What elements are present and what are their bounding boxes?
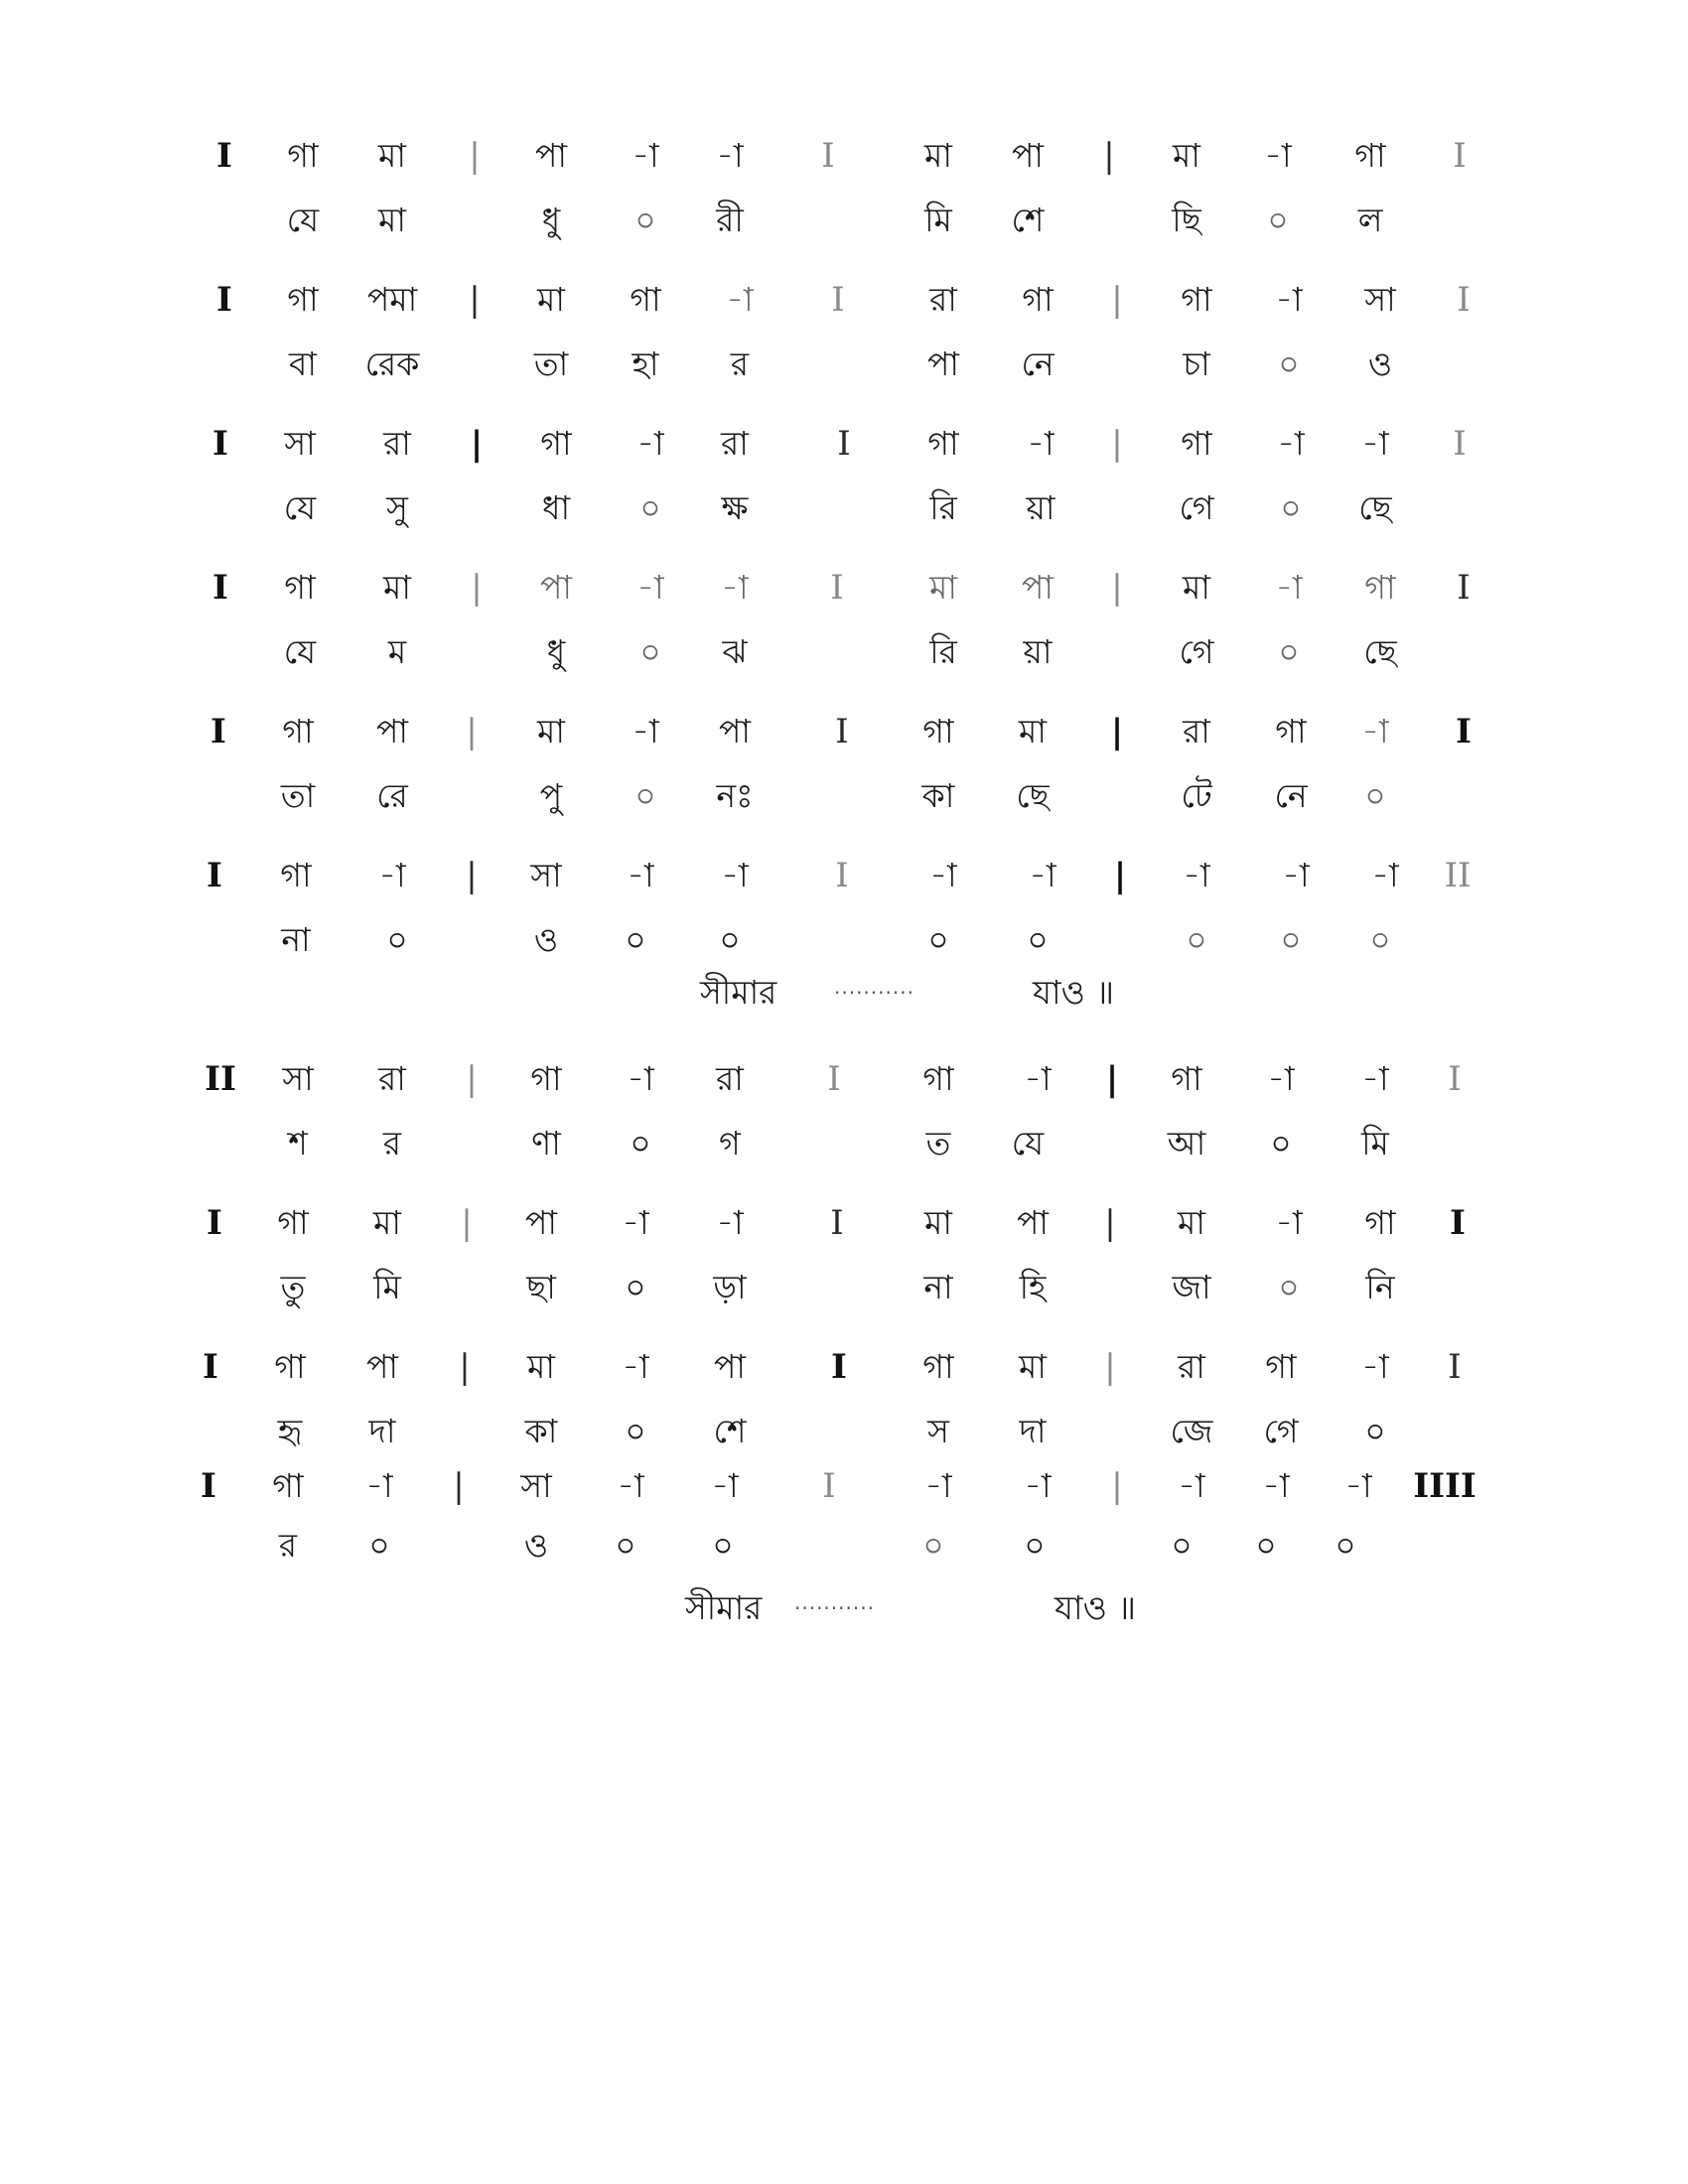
- lyric-syllable: আ: [1167, 1124, 1206, 1162]
- swara-note: -া: [617, 1466, 644, 1505]
- lyric-syllable: মা: [378, 201, 406, 239]
- refrain-start: সীমার: [700, 973, 777, 1012]
- lyric-syllable: হৃ: [277, 1412, 303, 1450]
- swara-note: গা: [1275, 712, 1307, 751]
- lyric-syllable: ০: [639, 632, 661, 671]
- swara-note: গা: [927, 424, 959, 463]
- bar-start: I: [207, 1203, 222, 1243]
- lyric-syllable: রী: [716, 201, 744, 239]
- bar-divider: I: [831, 280, 845, 320]
- swara-note: -া: [1275, 280, 1303, 319]
- bar-end: I: [1453, 136, 1467, 176]
- swara-note: মা: [929, 568, 957, 607]
- lyric-syllable: হা: [632, 344, 659, 383]
- lyric-syllable: দা: [368, 1412, 396, 1450]
- swara-note: -া: [716, 136, 744, 175]
- lyric-syllable: শে: [1011, 201, 1045, 239]
- swara-row-2: [0, 270, 1688, 330]
- swara-note: পা: [540, 568, 572, 607]
- swara-note: মা: [1019, 712, 1047, 751]
- lyric-syllable: যে: [283, 632, 317, 671]
- swara-note: -া: [365, 1466, 393, 1505]
- swara-note: -া: [622, 1347, 649, 1386]
- bar-start: I: [216, 136, 232, 176]
- lyric-syllable: র: [278, 1526, 298, 1565]
- lyric-syllable: যে: [1011, 1124, 1045, 1162]
- bar-end: I: [1457, 568, 1471, 608]
- bar-divider: I: [837, 424, 851, 464]
- swara-note: -া: [721, 568, 749, 607]
- swara-note: -া: [1361, 424, 1389, 463]
- swara-note: মা: [1173, 136, 1200, 175]
- lyric-syllable: ০: [712, 1526, 734, 1565]
- lyric-syllable: নঃ: [716, 776, 754, 815]
- lyric-syllable: চা: [1183, 344, 1210, 383]
- refrain-dots: ···········: [794, 1596, 875, 1620]
- swara-note: -া: [924, 1466, 952, 1505]
- swara-note: গা: [287, 280, 319, 319]
- lyric-syllable: তু: [280, 1268, 306, 1306]
- swara-note: -া: [1361, 712, 1389, 751]
- lyric-syllable: ০: [927, 920, 949, 959]
- swara-note: -া: [1277, 424, 1305, 463]
- swara-note: মা: [527, 1347, 555, 1386]
- beat-divider: |: [1104, 1347, 1116, 1387]
- lyric-syllable: যে: [283, 488, 317, 527]
- lyric-syllable: ০: [1278, 344, 1300, 383]
- swara-note: মা: [1019, 1347, 1047, 1386]
- lyric-syllable: ম: [387, 632, 407, 671]
- swara-note: গা: [530, 1059, 562, 1098]
- lyric-syllable: ০: [1255, 1526, 1277, 1565]
- lyric-syllable: ত: [925, 1124, 951, 1162]
- lyric-syllable: ০: [630, 1124, 651, 1162]
- swara-note: রা: [716, 1059, 744, 1098]
- swara-note: -া: [716, 1203, 744, 1242]
- lyric-syllable: নে: [1274, 776, 1308, 815]
- swara-note: সা: [520, 1466, 552, 1505]
- swara-note: গা: [282, 712, 314, 751]
- bar-divider: I: [835, 856, 849, 895]
- swara-note: গা: [1354, 136, 1386, 175]
- lyric-syllable: গে: [1179, 632, 1214, 671]
- beat-divider: |: [1111, 568, 1123, 608]
- lyric-syllable: ও: [1367, 344, 1393, 383]
- swara-note: গা: [284, 568, 316, 607]
- lyric-syllable: রি: [929, 488, 957, 527]
- lyric-syllable: ল: [1357, 201, 1383, 239]
- swara-note: -া: [632, 136, 659, 175]
- bar-divider: I: [835, 712, 849, 751]
- lyric-syllable: ছি: [1172, 201, 1201, 239]
- lyric-syllable: গে: [1263, 1412, 1299, 1450]
- lyric-syllable: ছে: [1358, 488, 1392, 527]
- swara-note: সা: [530, 856, 562, 894]
- lyric-syllable: ০: [1364, 776, 1386, 815]
- bar-end: II: [1444, 856, 1472, 895]
- swara-note: -া: [1371, 856, 1399, 894]
- beat-divider: |: [1104, 1203, 1116, 1243]
- swara-note: মা: [378, 136, 406, 175]
- swara-note: রা: [721, 424, 749, 463]
- beat-divider: |: [1105, 1059, 1119, 1099]
- beat-divider: |: [1113, 856, 1127, 895]
- swara-note: -া: [1027, 424, 1055, 463]
- refrain-start: সীমার: [685, 1588, 763, 1627]
- lyric-syllable: ধা: [541, 488, 571, 527]
- swara-note: -া: [622, 1203, 649, 1242]
- swara-note: পা: [714, 1347, 746, 1386]
- beat-divider: |: [1111, 280, 1123, 320]
- bar-start: I: [211, 712, 226, 751]
- refrain-end: যাও ॥: [1055, 1588, 1137, 1627]
- swara-row-8: [0, 1193, 1688, 1253]
- lyric-syllable: ণা: [531, 1124, 561, 1162]
- lyric-syllable: নে: [1021, 344, 1055, 383]
- swara-note: গা: [540, 424, 572, 463]
- lyric-syllable: না: [923, 1268, 953, 1306]
- bar-start: I: [216, 280, 232, 320]
- swara-note: রা: [383, 424, 411, 463]
- swara-note: -া: [1275, 568, 1303, 607]
- beat-divider: |: [469, 280, 481, 320]
- lyric-row-6: [0, 910, 1688, 970]
- swara-note: রা: [929, 280, 957, 319]
- swara-note: পা: [525, 1203, 557, 1242]
- lyric-syllable: র: [382, 1124, 402, 1162]
- swara-note: পমা: [366, 280, 418, 319]
- lyric-syllable: ০: [1280, 920, 1302, 959]
- swara-note: রা: [1178, 1347, 1205, 1386]
- beat-divider: |: [469, 136, 481, 176]
- swara-note: পা: [376, 712, 408, 751]
- lyric-row-1: [0, 191, 1688, 250]
- bar-end: I: [1450, 1203, 1466, 1243]
- bar-divider: I: [831, 1347, 847, 1387]
- swara-note: গা: [272, 1466, 304, 1505]
- swara-note: -া: [1178, 1466, 1205, 1505]
- swara-note: মা: [1178, 1203, 1205, 1242]
- swara-note: গা: [1181, 280, 1212, 319]
- swara-note: মা: [383, 568, 411, 607]
- lyric-syllable: ০: [639, 488, 661, 527]
- lyric-syllable: গ: [719, 1124, 741, 1162]
- swara-note: গা: [287, 136, 319, 175]
- lyric-syllable: সু: [386, 488, 408, 527]
- lyric-syllable: ০: [1369, 920, 1391, 959]
- lyric-syllable: র: [730, 344, 750, 383]
- lyric-syllable: ০: [1027, 920, 1049, 959]
- swara-note: গা: [1171, 1059, 1202, 1098]
- lyric-row-4: [0, 622, 1688, 682]
- lyric-syllable: ০: [1171, 1526, 1193, 1565]
- swara-note: গা: [1022, 280, 1054, 319]
- beat-divider: |: [1103, 136, 1115, 176]
- lyric-syllable: ক্ষ: [721, 488, 749, 527]
- lyric-syllable: মি: [924, 201, 952, 239]
- bar-end: I: [1453, 424, 1467, 464]
- beat-divider: |: [453, 1466, 465, 1506]
- swara-note: গা: [277, 1203, 309, 1242]
- lyric-row-3: [0, 478, 1688, 538]
- bar-start: I: [201, 1466, 216, 1506]
- swara-note: -া: [636, 568, 664, 607]
- lyric-syllable: ০: [1364, 1412, 1386, 1450]
- bar-start: II: [205, 1059, 236, 1099]
- swara-note: সা: [1364, 280, 1396, 319]
- lyric-syllable: ০: [1024, 1526, 1046, 1565]
- lyric-syllable: ০: [634, 776, 656, 815]
- swara-note: সা: [284, 424, 316, 463]
- lyric-syllable: ছা: [526, 1268, 556, 1306]
- lyric-syllable: ০: [368, 1526, 390, 1565]
- bar-end: I: [1448, 1059, 1462, 1099]
- lyric-syllable: ০: [1280, 488, 1302, 527]
- lyric-syllable: রে: [376, 776, 408, 815]
- swara-row-1: [0, 126, 1688, 186]
- swara-note: পা: [366, 1347, 398, 1386]
- lyric-syllable: ০: [922, 1526, 944, 1565]
- swara-note: মা: [1183, 568, 1210, 607]
- bar-start: I: [207, 856, 222, 895]
- lyric-row-7: [0, 1114, 1688, 1173]
- swara-note: -া: [1264, 136, 1292, 175]
- swara-note: -া: [711, 1466, 739, 1505]
- swara-note: -া: [1361, 1059, 1389, 1098]
- beat-divider: |: [1110, 712, 1124, 751]
- swara-row-6: [0, 846, 1688, 905]
- lyric-syllable: জা: [1172, 1268, 1211, 1306]
- swara-note: -া: [1024, 1466, 1052, 1505]
- swara-note: -া: [1262, 1466, 1290, 1505]
- lyric-syllable: ০: [634, 201, 656, 239]
- lyric-row-5: [0, 766, 1688, 826]
- lyric-syllable: ধু: [541, 201, 561, 239]
- swara-note: পা: [1012, 136, 1044, 175]
- refrain-end: যাও ॥: [1033, 973, 1115, 1012]
- swara-note: গা: [274, 1347, 306, 1386]
- swara-note: রা: [378, 1059, 406, 1098]
- swara-note: -া: [636, 424, 664, 463]
- swara-note: গা: [922, 712, 954, 751]
- lyric-syllable: ধু: [546, 632, 566, 671]
- lyric-syllable: রি: [929, 632, 957, 671]
- swara-row-4: [0, 558, 1688, 617]
- swara-note: -া: [1282, 856, 1310, 894]
- swara-note: পা: [719, 712, 751, 751]
- swara-note: -া: [1029, 856, 1056, 894]
- beat-divider: |: [1111, 424, 1123, 464]
- swara-note: -া: [1024, 1059, 1052, 1098]
- lyric-syllable: হি: [1019, 1268, 1047, 1306]
- bar-end: I: [1457, 280, 1471, 320]
- swara-note: -া: [627, 856, 654, 894]
- beat-divider: |: [461, 1203, 473, 1243]
- beat-divider: |: [1111, 1466, 1123, 1506]
- lyric-syllable: ও: [533, 920, 559, 959]
- lyric-syllable: ০: [1270, 1124, 1292, 1162]
- swara-note: মা: [924, 136, 952, 175]
- bar-final: IIII: [1413, 1466, 1477, 1506]
- beat-divider: |: [466, 712, 478, 751]
- beat-divider: |: [459, 1347, 471, 1387]
- lyric-syllable: পা: [927, 344, 959, 383]
- lyric-syllable: য়া: [1026, 488, 1055, 527]
- swara-note: মা: [537, 712, 565, 751]
- bar-end: I: [1456, 712, 1472, 751]
- swara-note: সা: [282, 1059, 314, 1098]
- swara-note: মা: [924, 1203, 952, 1242]
- swara-note: -া: [632, 712, 659, 751]
- swara-note: গা: [630, 280, 661, 319]
- lyric-row-9: [0, 1402, 1688, 1461]
- refrain-line-1: [0, 963, 1688, 1023]
- lyric-syllable: ঝ: [722, 632, 748, 671]
- lyric-syllable: দা: [1019, 1412, 1047, 1450]
- swara-row-7: [0, 1049, 1688, 1109]
- lyric-syllable: কা: [921, 776, 955, 815]
- bar-end: I: [1448, 1347, 1462, 1387]
- lyric-row-8: [0, 1258, 1688, 1317]
- bar-start: I: [212, 424, 228, 464]
- bar-divider: I: [830, 568, 844, 608]
- swara-note: -া: [929, 856, 957, 894]
- swara-note: -া: [1275, 1203, 1303, 1242]
- swara-row-9: [0, 1337, 1688, 1397]
- swara-note: রা: [1183, 712, 1210, 751]
- swara-note: গা: [1364, 1203, 1396, 1242]
- beat-divider: |: [466, 856, 478, 895]
- lyric-syllable: স: [927, 1412, 949, 1450]
- lyric-syllable: ০: [625, 920, 646, 959]
- swara-note: পা: [1017, 1203, 1049, 1242]
- lyric-syllable: ০: [386, 920, 408, 959]
- lyric-syllable: ০: [1335, 1526, 1356, 1565]
- swara-note: পা: [535, 136, 567, 175]
- lyric-syllable: ০: [1186, 920, 1207, 959]
- beat-divider: |: [466, 1059, 478, 1099]
- swara-note: -া: [627, 1059, 654, 1098]
- lyric-syllable: কা: [524, 1412, 558, 1450]
- swara-note: মা: [373, 1203, 401, 1242]
- lyric-syllable: ০: [615, 1526, 636, 1565]
- lyric-syllable: ছে: [1016, 776, 1050, 815]
- bar-start: I: [212, 568, 228, 608]
- lyric-syllable: য়া: [1023, 632, 1053, 671]
- lyric-syllable: জে: [1170, 1412, 1213, 1450]
- swara-note: মা: [537, 280, 565, 319]
- lyric-row-2: [0, 335, 1688, 394]
- swara-note: -া: [1267, 1059, 1295, 1098]
- bar-start: I: [203, 1347, 218, 1387]
- swara-note: গা: [1181, 424, 1212, 463]
- lyric-syllable: ছে: [1363, 632, 1397, 671]
- lyric-syllable: ও: [523, 1526, 549, 1565]
- swara-note: গা: [1265, 1347, 1297, 1386]
- lyric-syllable: ০: [719, 920, 741, 959]
- lyric-syllable: মি: [1361, 1124, 1389, 1162]
- bar-divider: I: [822, 1466, 836, 1506]
- bar-divider: I: [830, 1203, 844, 1243]
- lyric-syllable: তা: [533, 344, 569, 383]
- swara-note: গা: [280, 856, 312, 894]
- lyric-syllable: পু: [539, 776, 563, 815]
- lyric-syllable: বা: [289, 344, 317, 383]
- swara-row-10: [0, 1456, 1688, 1516]
- lyric-syllable: শে: [713, 1412, 747, 1450]
- swara-note: গা: [922, 1059, 954, 1098]
- refrain-line-2: [0, 1578, 1688, 1638]
- lyric-syllable: ০: [1267, 201, 1289, 239]
- lyric-syllable: মি: [373, 1268, 401, 1306]
- lyric-syllable: শ: [288, 1124, 308, 1162]
- swara-note: গা: [1364, 568, 1396, 607]
- lyric-syllable: ০: [625, 1268, 646, 1306]
- lyric-syllable: টে: [1181, 776, 1212, 815]
- lyric-syllable: নি: [1365, 1268, 1395, 1306]
- swara-row-5: [0, 702, 1688, 761]
- lyric-syllable: ড়া: [713, 1268, 747, 1306]
- lyric-syllable: তা: [280, 776, 316, 815]
- lyric-syllable: যে: [286, 201, 320, 239]
- swara-note: -া: [726, 280, 754, 319]
- bar-divider: I: [821, 136, 835, 176]
- swara-row-3: [0, 414, 1688, 474]
- swara-note: -া: [1361, 1347, 1389, 1386]
- swara-note: পা: [1022, 568, 1054, 607]
- lyric-syllable: গে: [1179, 488, 1214, 527]
- lyric-syllable: ০: [1278, 1268, 1300, 1306]
- beat-divider: |: [470, 424, 484, 464]
- swara-note: -া: [378, 856, 406, 894]
- swara-note: গা: [922, 1347, 954, 1386]
- lyric-syllable: ০: [1278, 632, 1300, 671]
- beat-divider: |: [471, 568, 483, 608]
- swara-note: -া: [721, 856, 749, 894]
- swara-note: -া: [1183, 856, 1210, 894]
- lyric-row-10: [0, 1516, 1688, 1575]
- refrain-dots: ···········: [834, 981, 914, 1005]
- lyric-syllable: ০: [625, 1412, 646, 1450]
- lyric-syllable: রেক: [364, 344, 420, 383]
- bar-divider: I: [827, 1059, 841, 1099]
- lyric-syllable: না: [281, 920, 311, 959]
- swara-note: -া: [1344, 1466, 1372, 1505]
